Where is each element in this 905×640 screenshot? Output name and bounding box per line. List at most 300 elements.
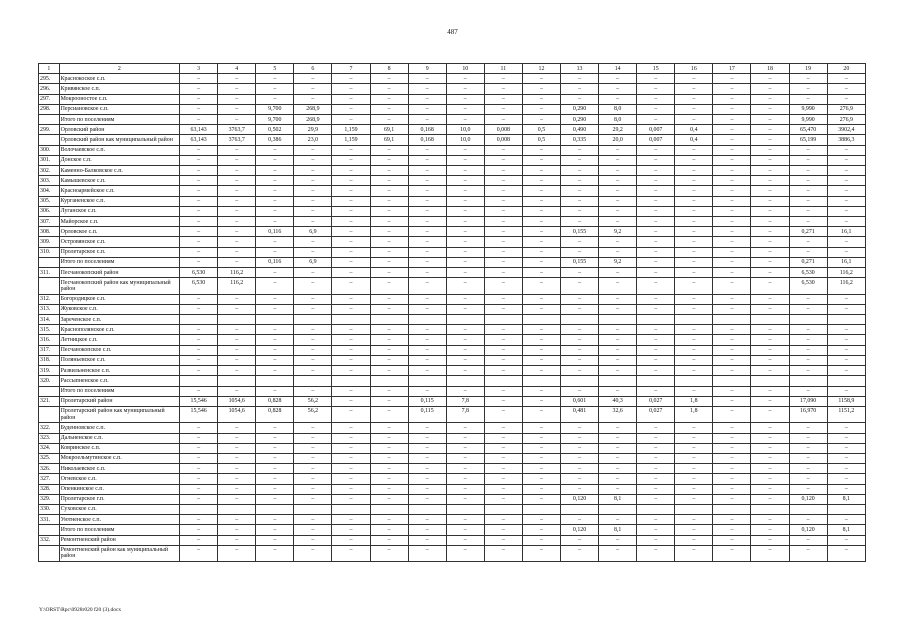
value-cell: – bbox=[408, 535, 446, 545]
value-cell: – bbox=[561, 145, 599, 155]
row-name: Ремонтненский район bbox=[59, 535, 179, 545]
value-cell: 0,4 bbox=[675, 125, 713, 135]
value-cell bbox=[751, 315, 789, 325]
value-cell: – bbox=[294, 355, 332, 365]
value-cell bbox=[637, 315, 675, 325]
value-cell: – bbox=[180, 104, 218, 114]
value-cell: 65,199 bbox=[789, 135, 827, 145]
value-cell: – bbox=[713, 206, 751, 216]
value-cell bbox=[332, 315, 370, 325]
value-cell: – bbox=[332, 294, 370, 304]
value-cell: – bbox=[561, 84, 599, 94]
value-cell: – bbox=[484, 345, 522, 355]
value-cell: – bbox=[522, 155, 560, 165]
value-cell: 0,120 bbox=[789, 525, 827, 535]
value-cell: – bbox=[446, 145, 484, 155]
row-name: Летницкое с.п. bbox=[59, 335, 179, 345]
value-cell: – bbox=[370, 525, 408, 535]
value-cell bbox=[370, 504, 408, 514]
value-cell: 1054,6 bbox=[218, 396, 256, 406]
value-cell: – bbox=[751, 94, 789, 104]
row-number: 313. bbox=[39, 304, 60, 314]
value-cell: 0,120 bbox=[561, 525, 599, 535]
value-cell: – bbox=[218, 464, 256, 474]
value-cell: – bbox=[522, 166, 560, 176]
header-cell: 18 bbox=[751, 64, 789, 74]
value-cell: – bbox=[522, 247, 560, 257]
table-row bbox=[39, 545, 866, 561]
value-cell: – bbox=[713, 94, 751, 104]
value-cell: – bbox=[256, 155, 294, 165]
value-cell: 0,490 bbox=[561, 125, 599, 135]
value-cell: – bbox=[561, 355, 599, 365]
value-cell: – bbox=[522, 494, 560, 504]
row-name: Песчанокопский район bbox=[59, 268, 179, 278]
value-cell: 116,2 bbox=[218, 278, 256, 294]
value-cell: – bbox=[294, 484, 332, 494]
value-cell: – bbox=[789, 345, 827, 355]
value-cell: – bbox=[218, 515, 256, 525]
value-cell: – bbox=[713, 474, 751, 484]
header-cell: 5 bbox=[256, 64, 294, 74]
value-cell bbox=[332, 504, 370, 514]
value-cell: – bbox=[561, 345, 599, 355]
row-name: Курганенское с.п. bbox=[59, 196, 179, 206]
value-cell: 0,271 bbox=[789, 227, 827, 237]
value-cell: – bbox=[827, 433, 865, 443]
value-cell: – bbox=[408, 247, 446, 257]
value-cell: – bbox=[370, 115, 408, 125]
value-cell: – bbox=[599, 196, 637, 206]
table-row bbox=[39, 186, 866, 196]
value-cell: 0,168 bbox=[408, 125, 446, 135]
value-cell: – bbox=[751, 335, 789, 345]
value-cell: – bbox=[180, 335, 218, 345]
table-row bbox=[39, 294, 866, 304]
value-cell: – bbox=[294, 386, 332, 396]
value-cell bbox=[827, 315, 865, 325]
value-cell: 9,700 bbox=[256, 115, 294, 125]
value-cell: – bbox=[408, 155, 446, 165]
row-name: Орловский район как муниципальный район bbox=[59, 135, 179, 145]
value-cell: – bbox=[484, 155, 522, 165]
value-cell: 6,530 bbox=[789, 268, 827, 278]
value-cell: – bbox=[294, 474, 332, 484]
value-cell: – bbox=[294, 84, 332, 94]
value-cell: – bbox=[294, 217, 332, 227]
value-cell: – bbox=[522, 474, 560, 484]
value-cell: 9,2 bbox=[599, 227, 637, 237]
value-cell: – bbox=[637, 115, 675, 125]
row-name: Ковринское с.п. bbox=[59, 443, 179, 453]
row-name: Красноармейское с.п. bbox=[59, 186, 179, 196]
value-cell bbox=[675, 504, 713, 514]
value-cell: – bbox=[561, 196, 599, 206]
table-row bbox=[39, 315, 866, 325]
row-name: Мокрооностое с.п. bbox=[59, 94, 179, 104]
value-cell: 8,1 bbox=[599, 494, 637, 504]
value-cell: – bbox=[751, 464, 789, 474]
value-cell: – bbox=[675, 304, 713, 314]
value-cell: – bbox=[522, 525, 560, 535]
value-cell: – bbox=[599, 515, 637, 525]
value-cell: – bbox=[218, 294, 256, 304]
value-cell: – bbox=[637, 515, 675, 525]
value-cell: – bbox=[370, 443, 408, 453]
value-cell: – bbox=[446, 166, 484, 176]
row-name: Мокроельмутянское с.п. bbox=[59, 453, 179, 463]
value-cell: – bbox=[484, 453, 522, 463]
value-cell: – bbox=[294, 94, 332, 104]
value-cell: – bbox=[180, 325, 218, 335]
value-cell: – bbox=[332, 406, 370, 422]
value-cell: – bbox=[484, 494, 522, 504]
value-cell: – bbox=[522, 396, 560, 406]
value-cell: 1,8 bbox=[675, 396, 713, 406]
row-name: Итого по поселениям bbox=[59, 257, 179, 267]
value-cell: – bbox=[294, 443, 332, 453]
value-cell: – bbox=[370, 474, 408, 484]
value-cell: – bbox=[370, 237, 408, 247]
value-cell: – bbox=[484, 74, 522, 84]
value-cell: 32,6 bbox=[599, 406, 637, 422]
value-cell: – bbox=[789, 474, 827, 484]
value-cell: – bbox=[218, 433, 256, 443]
value-cell: – bbox=[256, 237, 294, 247]
value-cell: – bbox=[751, 125, 789, 135]
table-row bbox=[39, 115, 866, 125]
value-cell: – bbox=[332, 453, 370, 463]
row-name: Итого по поселениям bbox=[59, 525, 179, 535]
value-cell: 6,530 bbox=[180, 268, 218, 278]
value-cell: – bbox=[408, 206, 446, 216]
value-cell: 29,9 bbox=[294, 125, 332, 135]
row-name: Опенкинское с.п. bbox=[59, 484, 179, 494]
value-cell: – bbox=[180, 423, 218, 433]
value-cell: 0,007 bbox=[637, 135, 675, 145]
value-cell: – bbox=[294, 278, 332, 294]
value-cell bbox=[180, 504, 218, 514]
row-name: Майорское с.п. bbox=[59, 217, 179, 227]
value-cell: – bbox=[789, 535, 827, 545]
value-cell: – bbox=[713, 278, 751, 294]
value-cell: – bbox=[713, 423, 751, 433]
row-number bbox=[39, 135, 60, 145]
value-cell: – bbox=[218, 104, 256, 114]
value-cell: – bbox=[370, 166, 408, 176]
value-cell: – bbox=[675, 345, 713, 355]
value-cell: – bbox=[408, 84, 446, 94]
row-name: Волочаевское с.п. bbox=[59, 145, 179, 155]
value-cell: – bbox=[218, 335, 256, 345]
value-cell: – bbox=[256, 453, 294, 463]
value-cell: – bbox=[561, 176, 599, 186]
value-cell: – bbox=[751, 155, 789, 165]
value-cell: 0,008 bbox=[484, 135, 522, 145]
value-cell: – bbox=[408, 94, 446, 104]
value-cell: – bbox=[637, 535, 675, 545]
value-cell: 10,0 bbox=[446, 125, 484, 135]
value-cell: – bbox=[675, 494, 713, 504]
value-cell: – bbox=[713, 166, 751, 176]
value-cell: 116,2 bbox=[827, 268, 865, 278]
value-cell: – bbox=[446, 484, 484, 494]
value-cell: – bbox=[408, 294, 446, 304]
row-number: 319. bbox=[39, 366, 60, 376]
value-cell: – bbox=[370, 155, 408, 165]
value-cell: – bbox=[408, 474, 446, 484]
value-cell: – bbox=[180, 494, 218, 504]
value-cell: – bbox=[408, 268, 446, 278]
value-cell: – bbox=[522, 104, 560, 114]
value-cell: – bbox=[180, 345, 218, 355]
value-cell: – bbox=[408, 355, 446, 365]
value-cell: – bbox=[675, 115, 713, 125]
value-cell: – bbox=[446, 74, 484, 84]
value-cell: – bbox=[827, 94, 865, 104]
value-cell: – bbox=[637, 423, 675, 433]
value-cell: – bbox=[332, 535, 370, 545]
value-cell: – bbox=[751, 227, 789, 237]
value-cell: – bbox=[446, 355, 484, 365]
value-cell: – bbox=[522, 206, 560, 216]
value-cell: – bbox=[789, 545, 827, 561]
value-cell: – bbox=[789, 515, 827, 525]
value-cell: – bbox=[561, 386, 599, 396]
header-cell: 3 bbox=[180, 64, 218, 74]
value-cell: 3763,7 bbox=[218, 135, 256, 145]
value-cell: – bbox=[561, 453, 599, 463]
value-cell: – bbox=[256, 474, 294, 484]
value-cell: – bbox=[180, 257, 218, 267]
value-cell: – bbox=[599, 355, 637, 365]
value-cell: – bbox=[408, 545, 446, 561]
value-cell: – bbox=[218, 484, 256, 494]
value-cell: – bbox=[713, 443, 751, 453]
table-row bbox=[39, 376, 866, 386]
value-cell: – bbox=[218, 345, 256, 355]
row-number: 295. bbox=[39, 74, 60, 84]
row-name: Пролетарский район bbox=[59, 396, 179, 406]
value-cell: – bbox=[599, 443, 637, 453]
value-cell: – bbox=[751, 494, 789, 504]
value-cell: – bbox=[561, 433, 599, 443]
value-cell: – bbox=[218, 196, 256, 206]
value-cell: – bbox=[713, 237, 751, 247]
table-row bbox=[39, 386, 866, 396]
value-cell: – bbox=[408, 386, 446, 396]
value-cell: – bbox=[561, 325, 599, 335]
value-cell: – bbox=[446, 386, 484, 396]
value-cell bbox=[522, 504, 560, 514]
value-cell: – bbox=[408, 104, 446, 114]
value-cell: – bbox=[180, 186, 218, 196]
value-cell: – bbox=[294, 515, 332, 525]
value-cell: – bbox=[370, 145, 408, 155]
value-cell: – bbox=[751, 345, 789, 355]
value-cell: – bbox=[180, 304, 218, 314]
value-cell: – bbox=[370, 325, 408, 335]
value-cell: – bbox=[599, 345, 637, 355]
value-cell: 23,0 bbox=[294, 135, 332, 145]
value-cell: – bbox=[751, 535, 789, 545]
value-cell: – bbox=[218, 423, 256, 433]
value-cell: – bbox=[675, 545, 713, 561]
value-cell: – bbox=[370, 84, 408, 94]
value-cell: – bbox=[218, 304, 256, 314]
value-cell: – bbox=[637, 278, 675, 294]
value-cell: – bbox=[408, 257, 446, 267]
value-cell: – bbox=[370, 545, 408, 561]
value-cell: – bbox=[332, 166, 370, 176]
value-cell: 0,155 bbox=[561, 227, 599, 237]
value-cell: – bbox=[522, 257, 560, 267]
table-row bbox=[39, 325, 866, 335]
value-cell: – bbox=[180, 227, 218, 237]
value-cell: – bbox=[408, 166, 446, 176]
value-cell: – bbox=[256, 145, 294, 155]
value-cell: – bbox=[484, 423, 522, 433]
value-cell: – bbox=[256, 355, 294, 365]
data-table bbox=[38, 63, 866, 562]
row-number: 324. bbox=[39, 443, 60, 453]
value-cell: – bbox=[218, 176, 256, 186]
value-cell: – bbox=[446, 227, 484, 237]
table-row bbox=[39, 484, 866, 494]
value-cell: – bbox=[713, 525, 751, 535]
value-cell: – bbox=[522, 545, 560, 561]
value-cell: – bbox=[218, 443, 256, 453]
value-cell: 16,1 bbox=[827, 257, 865, 267]
value-cell: – bbox=[789, 166, 827, 176]
value-cell: – bbox=[789, 464, 827, 474]
row-number: 296. bbox=[39, 84, 60, 94]
value-cell: 0,027 bbox=[637, 396, 675, 406]
value-cell: – bbox=[256, 515, 294, 525]
value-cell: – bbox=[789, 355, 827, 365]
value-cell: 6,530 bbox=[180, 278, 218, 294]
value-cell: 1151,2 bbox=[827, 406, 865, 422]
value-cell bbox=[218, 504, 256, 514]
value-cell: – bbox=[561, 366, 599, 376]
value-cell: – bbox=[484, 366, 522, 376]
value-cell: – bbox=[751, 484, 789, 494]
table-row bbox=[39, 525, 866, 535]
row-number bbox=[39, 386, 60, 396]
value-cell: – bbox=[256, 484, 294, 494]
value-cell bbox=[789, 504, 827, 514]
value-cell: – bbox=[256, 494, 294, 504]
table-row bbox=[39, 433, 866, 443]
value-cell: – bbox=[446, 535, 484, 545]
value-cell: – bbox=[713, 294, 751, 304]
value-cell: – bbox=[637, 304, 675, 314]
table-row bbox=[39, 155, 866, 165]
value-cell: 0,271 bbox=[789, 257, 827, 267]
value-cell: 9,2 bbox=[599, 257, 637, 267]
value-cell bbox=[751, 504, 789, 514]
value-cell: – bbox=[256, 94, 294, 104]
value-cell: – bbox=[522, 115, 560, 125]
value-cell: – bbox=[180, 115, 218, 125]
header-cell: 10 bbox=[446, 64, 484, 74]
value-cell: – bbox=[522, 196, 560, 206]
value-cell: – bbox=[180, 217, 218, 227]
value-cell: – bbox=[294, 423, 332, 433]
value-cell: – bbox=[408, 237, 446, 247]
value-cell: 1,159 bbox=[332, 135, 370, 145]
table-row bbox=[39, 453, 866, 463]
value-cell: – bbox=[637, 294, 675, 304]
value-cell: – bbox=[713, 74, 751, 84]
value-cell bbox=[561, 315, 599, 325]
value-cell: – bbox=[180, 386, 218, 396]
value-cell: – bbox=[370, 247, 408, 257]
value-cell: – bbox=[408, 515, 446, 525]
value-cell bbox=[599, 315, 637, 325]
value-cell: – bbox=[218, 166, 256, 176]
row-name: Жуковское с.п. bbox=[59, 304, 179, 314]
value-cell: – bbox=[484, 464, 522, 474]
value-cell bbox=[561, 376, 599, 386]
value-cell: – bbox=[294, 545, 332, 561]
value-cell: – bbox=[751, 115, 789, 125]
header-cell: 17 bbox=[713, 64, 751, 74]
value-cell: – bbox=[446, 304, 484, 314]
value-cell: – bbox=[370, 366, 408, 376]
value-cell: – bbox=[180, 433, 218, 443]
value-cell: 1158,9 bbox=[827, 396, 865, 406]
value-cell: – bbox=[484, 474, 522, 484]
value-cell bbox=[675, 376, 713, 386]
value-cell: – bbox=[827, 474, 865, 484]
header-cell: 9 bbox=[408, 64, 446, 74]
row-number bbox=[39, 545, 60, 561]
value-cell: – bbox=[675, 525, 713, 535]
value-cell: – bbox=[180, 176, 218, 186]
row-number: 300. bbox=[39, 145, 60, 155]
table-row bbox=[39, 135, 866, 145]
header-cell: 13 bbox=[561, 64, 599, 74]
value-cell: – bbox=[675, 335, 713, 345]
value-cell bbox=[256, 315, 294, 325]
row-number: 320. bbox=[39, 376, 60, 386]
value-cell: – bbox=[522, 386, 560, 396]
value-cell: – bbox=[484, 515, 522, 525]
value-cell: – bbox=[561, 484, 599, 494]
value-cell: – bbox=[446, 104, 484, 114]
header-cell: 1 bbox=[39, 64, 60, 74]
value-cell: – bbox=[446, 257, 484, 267]
value-cell: – bbox=[370, 335, 408, 345]
value-cell: 0,290 bbox=[561, 115, 599, 125]
value-cell: – bbox=[332, 176, 370, 186]
value-cell: – bbox=[180, 145, 218, 155]
row-number bbox=[39, 525, 60, 535]
row-number: 302. bbox=[39, 166, 60, 176]
value-cell: – bbox=[522, 406, 560, 422]
value-cell: 56,2 bbox=[294, 396, 332, 406]
value-cell: – bbox=[484, 104, 522, 114]
row-name: Итого по поселениям bbox=[59, 115, 179, 125]
value-cell bbox=[408, 504, 446, 514]
row-name: Уютненское с.п. bbox=[59, 515, 179, 525]
value-cell: – bbox=[522, 464, 560, 474]
value-cell: – bbox=[789, 484, 827, 494]
value-cell: – bbox=[561, 155, 599, 165]
header-cell: 2 bbox=[59, 64, 179, 74]
value-cell: – bbox=[332, 345, 370, 355]
